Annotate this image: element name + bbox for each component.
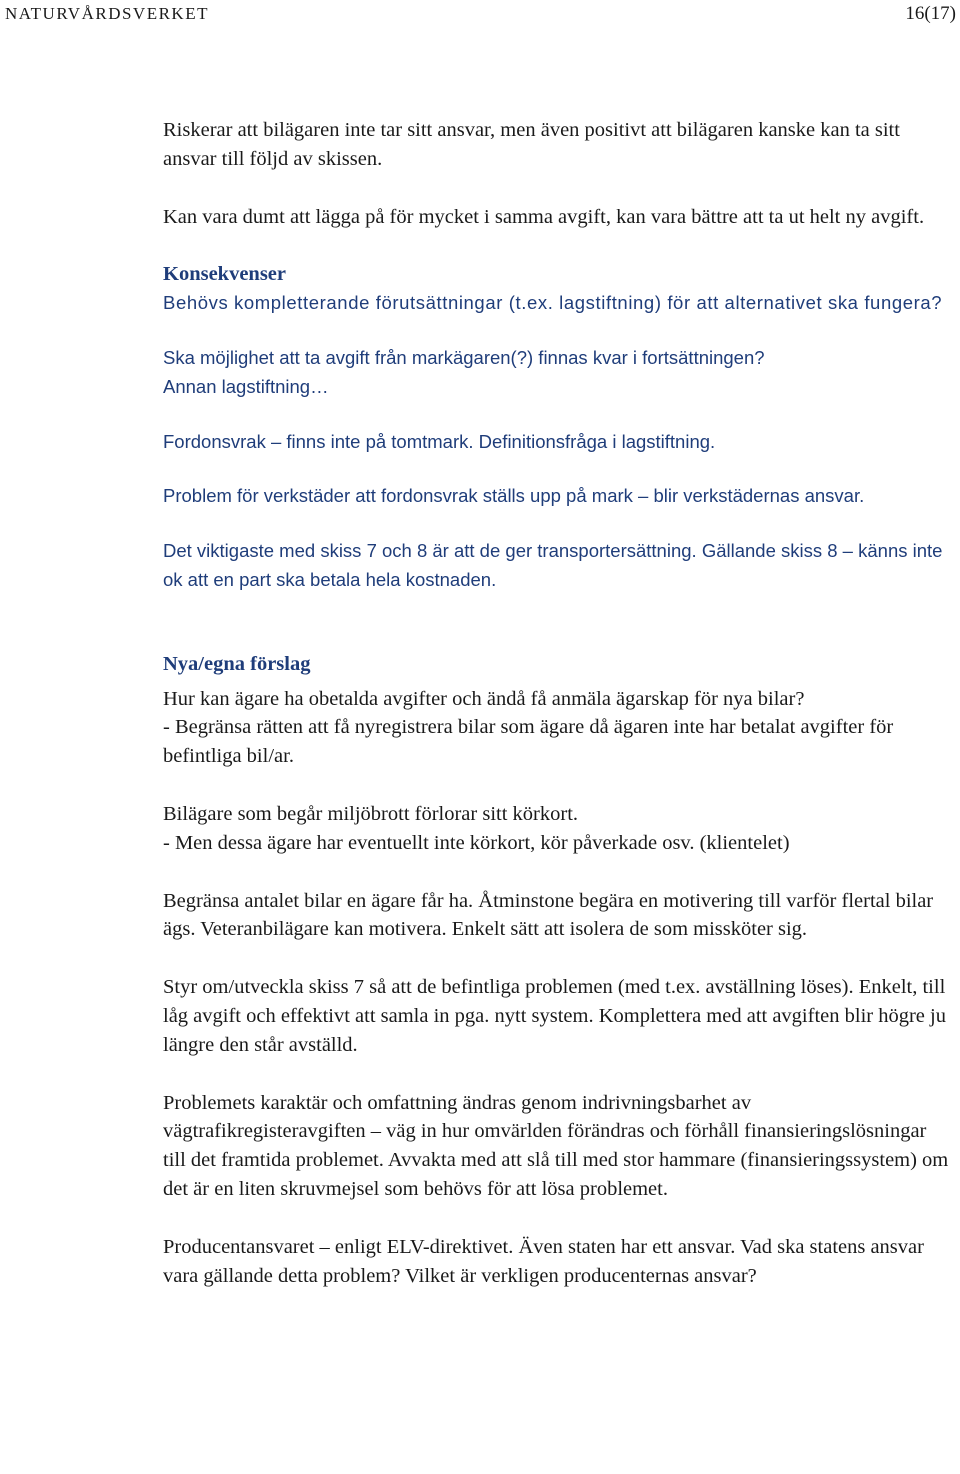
paragraph-producer-responsibility: Producentansvaret – enligt ELV-direktivet. Även staten har ett ansvar. Vad ska statens ansvar vara gällande detta problem? Vilket är verkligen producenternas ansvar? bbox=[163, 1235, 924, 1287]
paragraph-other-legislation: Annan lagstiftning… bbox=[163, 375, 329, 397]
paragraph-limit-cars: Begränsa antalet bilar en ägare får ha. Åtminstone begära en motivering till varför flertal bilar ägs. Veteranbilägare kan motivera. Enkelt sätt att isolera de som missköter sig. bbox=[163, 889, 934, 941]
paragraph-clientele: - Men dessa ägare har eventuellt inte körkort, kör påverkade osv. (klientelet) bbox=[163, 831, 790, 854]
heading-new-proposals: Nya/egna förslag bbox=[163, 652, 311, 675]
paragraph-transport-compensation: Det viktigaste med skiss 7 och 8 är att de ger transportersättning. Gällande skiss 8 – känns inte ok att en part ska betala hela kostnaden. bbox=[163, 540, 943, 590]
paragraph-risk: Riskerar att bilägaren inte tar sitt ansvar, men även positivt att bilägaren kanske kan ta sitt ansvar till följd av skissen. bbox=[163, 119, 900, 170]
paragraph-sketch-7: Styr om/utveckla skiss 7 så att de befintliga problemen (med t.ex. avställning löses). Enkelt, till låg avgift och effektivt att samla in pga. nytt system. Komplettera med att avgiften blir högre ju längre den står avställd. bbox=[163, 976, 946, 1056]
paragraph-new-fee: Kan vara dumt att lägga på för mycket i samma avgift, kan vara bättre att ta ut helt ny avgift. bbox=[163, 205, 925, 228]
paragraph-landowner-fee: Ska möjlighet att ta avgift från markägaren(?) finnas kvar i fortsättningen? bbox=[163, 346, 765, 368]
heading-consequences: Konsekvenser bbox=[163, 263, 286, 286]
paragraph-unpaid-fees: Hur kan ägare ha obetalda avgifter och ändå få anmäla ägarskap för nya bilar? bbox=[163, 687, 805, 710]
paragraph-limit-registration: - Begränsa rätten att få nyregistrera bilar som ägare då ägaren inte har betalat avgifter för befintliga bil/ar. bbox=[163, 716, 894, 768]
paragraph-vehicle-wrecks: Fordonsvrak – finns inte på tomtmark. Definitionsfråga i lagstiftning. bbox=[163, 430, 716, 452]
paragraph-workshops: Problem för verkstäder att fordonsvrak ställs upp på mark – blir verkstädernas ansvar. bbox=[163, 485, 865, 507]
paragraph-license-loss: Bilägare som begår miljöbrott förlorar sitt körkort. bbox=[163, 802, 579, 825]
paragraph-problem-character: Problemets karaktär och omfattning ändras genom indrivningsbarhet av vägtrafikregisteravgiften – väg in hur omvärlden förändras och förhåll finansieringslösningar till det framtida problemet. Avvakta med att slå till med stor hammare (finansieringssystem) om det är en liten skruvmejsel som behövs för att lösa problemet. bbox=[163, 1091, 949, 1200]
page-number: 16(17) bbox=[905, 3, 956, 24]
document-body bbox=[163, 116, 953, 1290]
page-header bbox=[0, 0, 960, 30]
organization-name: NATURVÅRDSVERKET bbox=[5, 4, 209, 23]
paragraph-prerequisites: Behövs kompletterande förutsättningar (t.ex. lagstiftning) för att alternativet ska fungera? bbox=[163, 292, 943, 314]
